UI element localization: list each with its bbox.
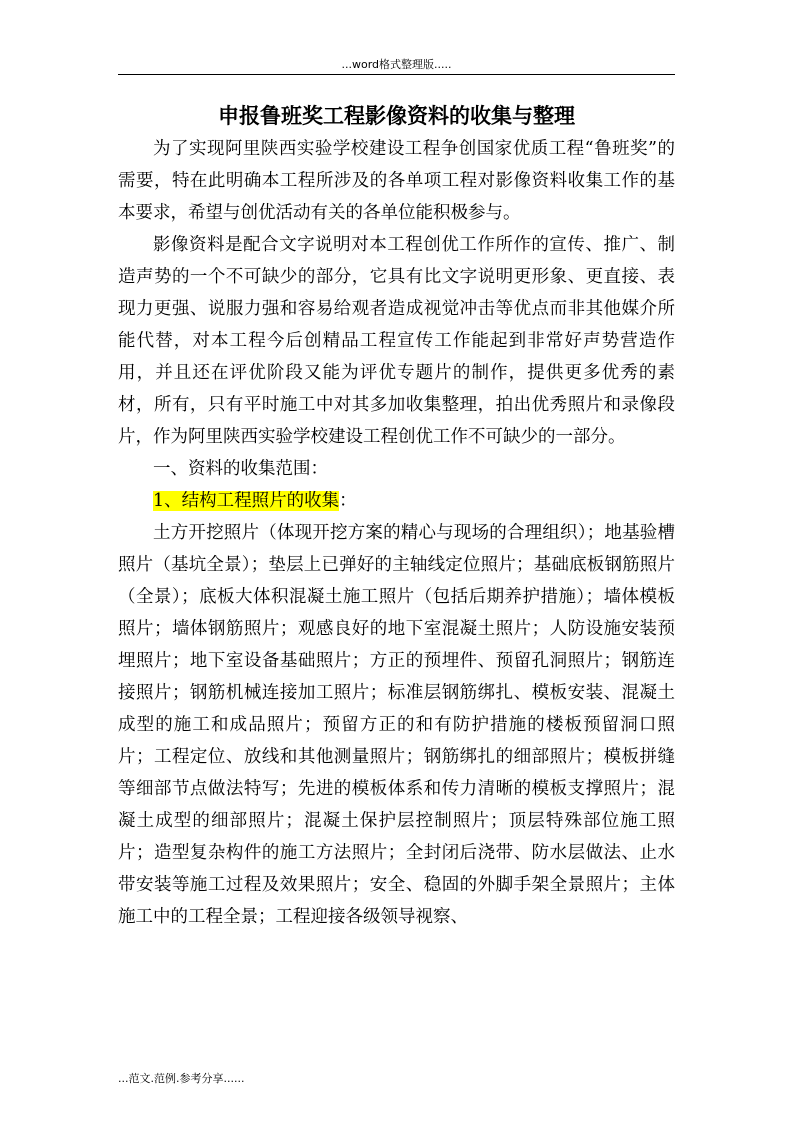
page-header: ...word格式整理版..... [341, 58, 452, 71]
document-title: 申报鲁班奖工程影像资料的收集与整理 [218, 104, 575, 128]
subheading-suffix: ： [339, 491, 357, 511]
section-heading: 一、资料的收集范围： [153, 459, 328, 479]
highlighted-subheading: 1、结构工程照片的收集 [153, 491, 340, 511]
header-divider [118, 74, 675, 75]
paragraph-importance: 影像资料是配合文字说明对本工程创优工作所作的宣传、推广、制造声势的一个不可缺少的部分，它具有比文字说明更形象、更直接、表现力更强、说服力强和容易给观者造成视觉冲击等优点而非其他媒介所能代替，对本工程今后创精品工程宣传工作能起到非常好声势营造作用，并且还在评优阶段又能为评优专题片的制作，提供更多优秀的素材，所有，只有平时施工中对其多加收集整理，拍出优秀照片和录像段片，作为阿里陕西实验学校建设工程创优工作不可缺少的一部分。 [118, 235, 675, 447]
subheading [118, 485, 675, 517]
paragraph-intro: 为了实现阿里陕西实验学校建设工程争创国家优质工程“鲁班奖”的需要，特在此明确本工程所涉及的各单项工程对影像资料收集工作的基本要求，希望与创优活动有关的各单位能积极参与。 [118, 139, 675, 223]
document-body [118, 133, 675, 933]
page-footer: ...范文.范例.参考分享...... [118, 1072, 245, 1085]
paragraph-structure-photos: 土方开挖照片（体现开挖方案的精心与现场的合理组织）；地基验槽照片（基坑全景）；垫层上已弹好的主轴线定位照片；基础底板钢筋照片（全景）；底板大体积混凝土施工照片（包括后期养护措施）；墙体模板照片；墙体钢筋照片；观感良好的地下室混凝土照片；人防设施安装预埋照片；地下室设备基础照片；方正的预埋件、预留孔洞照片；钢筋连接照片；钢筋机械连接加工照片；标准层钢筋绑扎、模板安装、混凝土成型的施工和成品照片；预留方正的和有防护措施的楼板预留洞口照片；工程定位、放线和其他测量照片；钢筋绑扎的细部照片；模板拼缝等细部节点做法特写；先进的模板体系和传力清晰的模板支撑照片；混凝土成型的细部照片；混凝土保护层控制照片；顶层特殊部位施工照片；造型复杂构件的施工方法照片；全封闭后浇带、防水层做法、止水带安装等施工过程及效果照片；安全、稳固的外脚手架全景照片；主体施工中的工程全景；工程迎接各级领导视察、 [118, 523, 675, 927]
